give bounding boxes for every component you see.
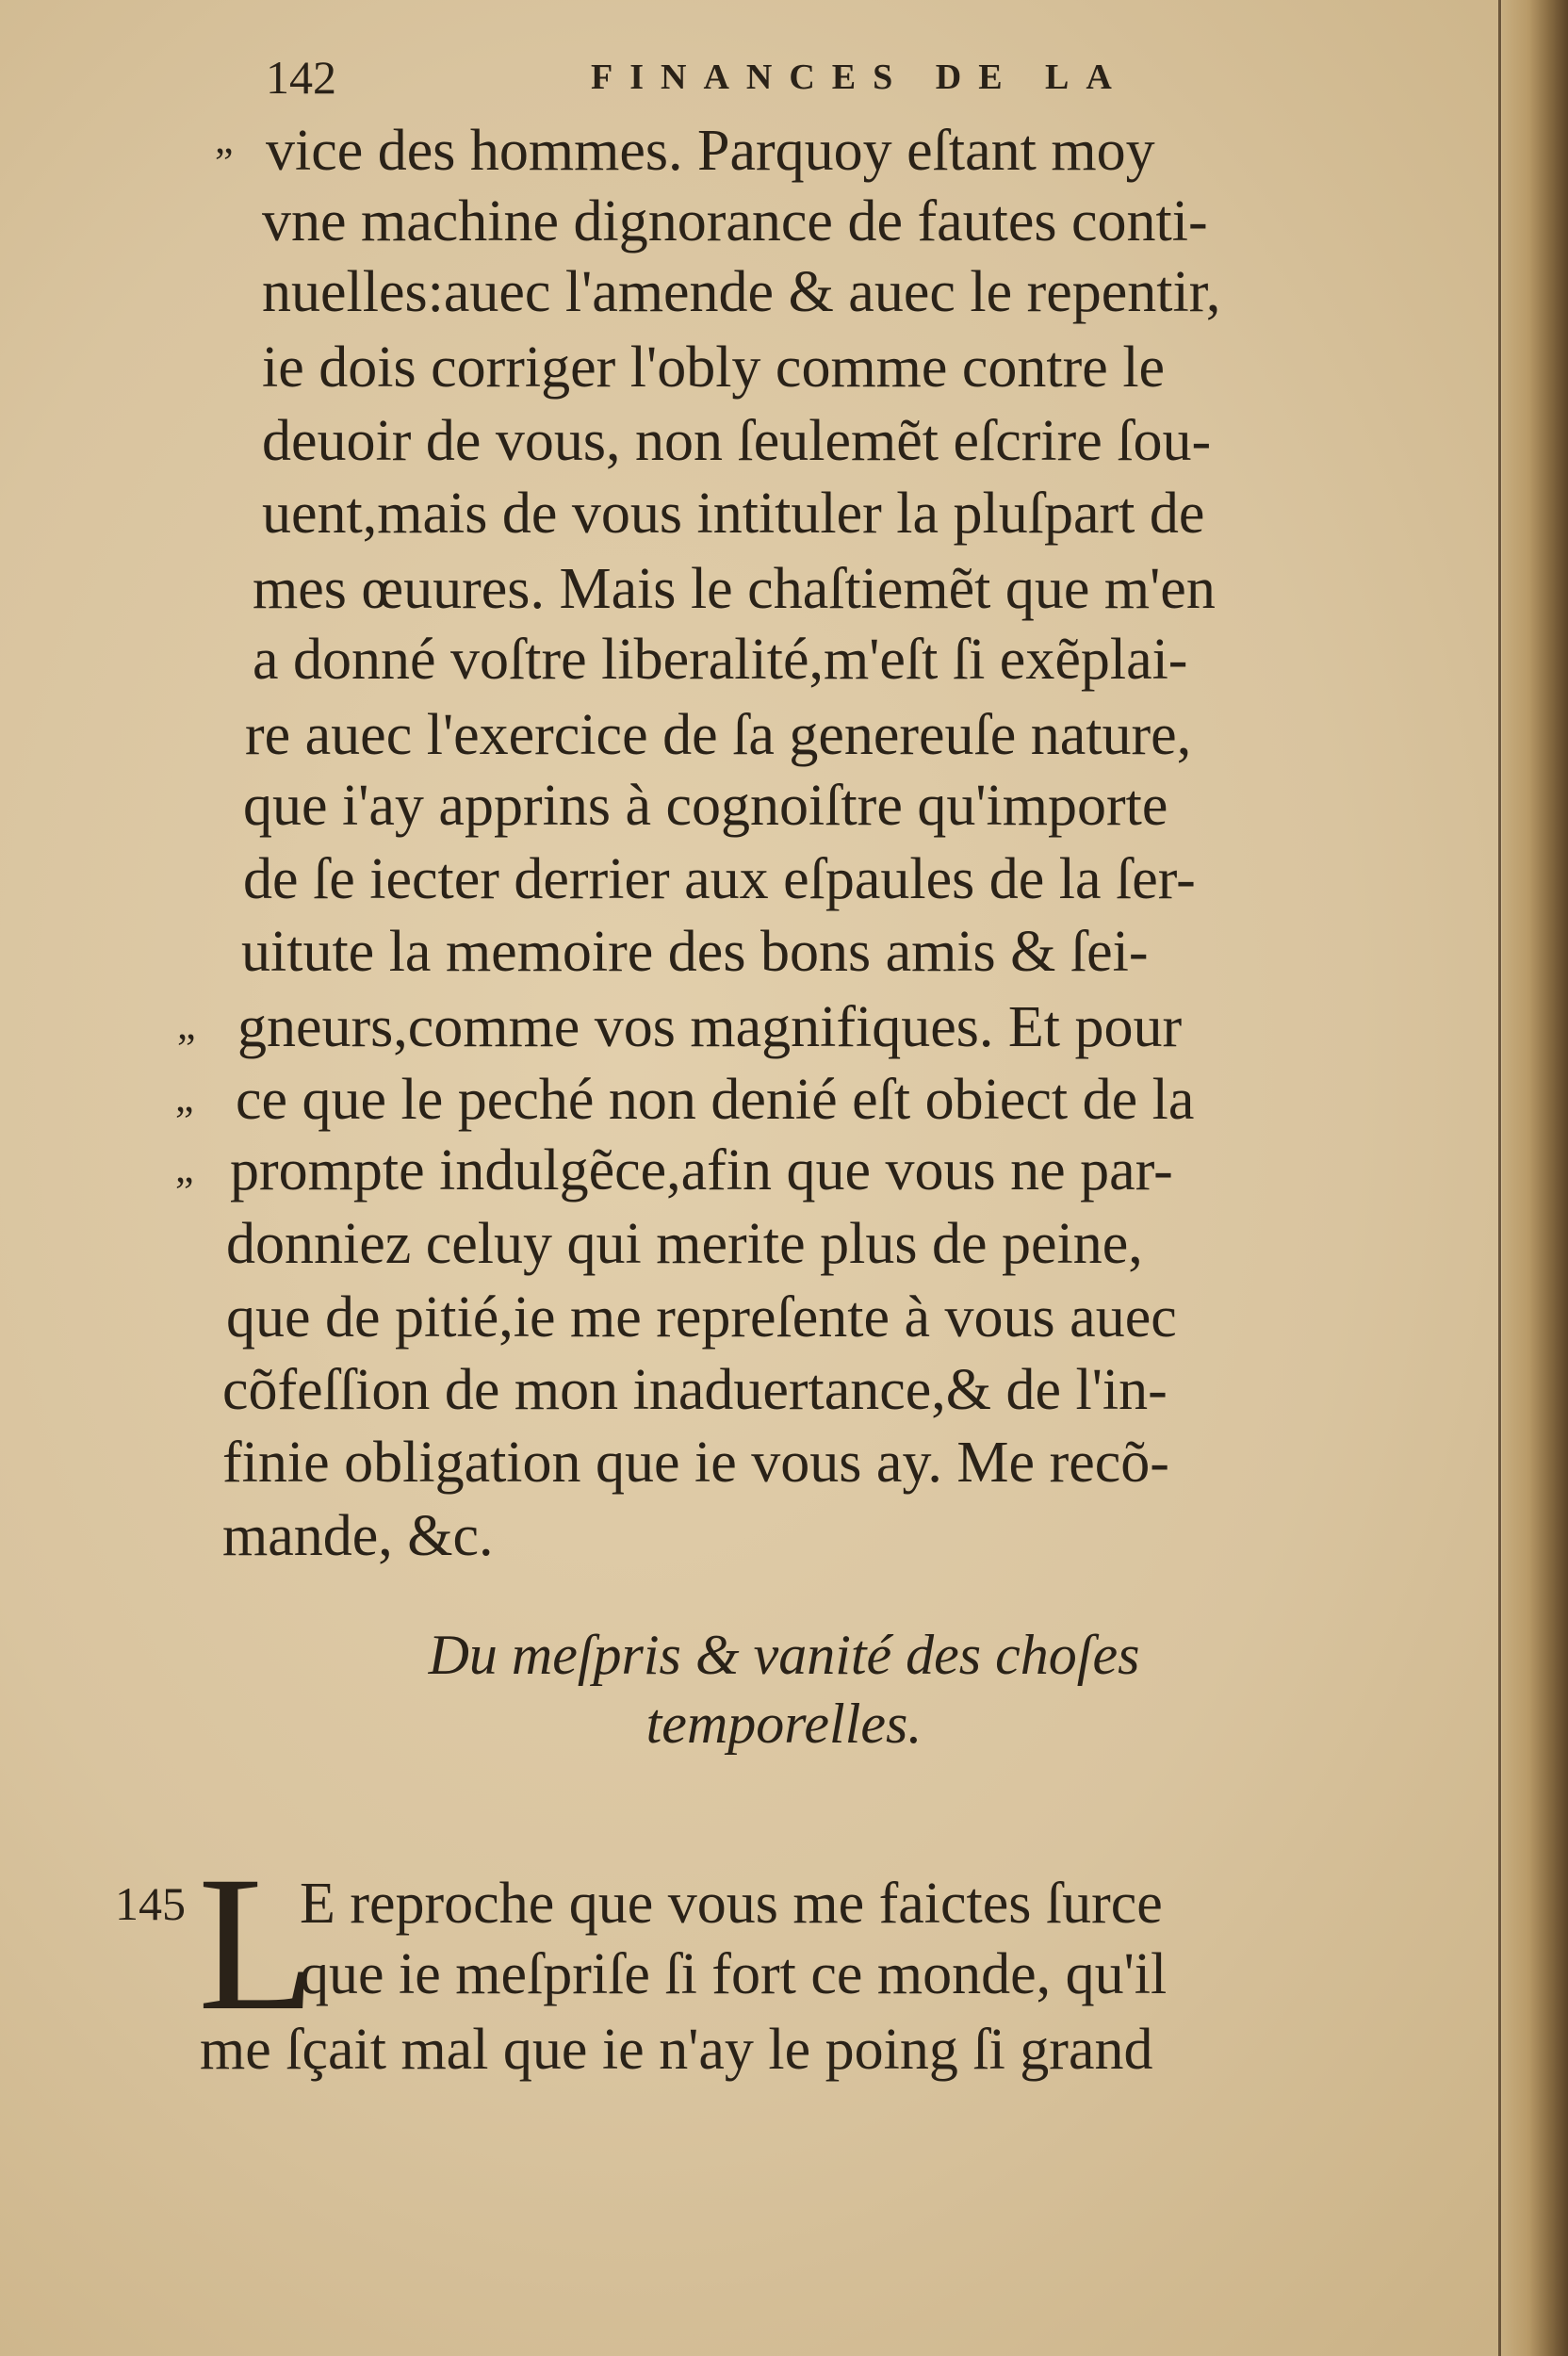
text-line: ie dois corriger l'obly comme contre le: [262, 335, 1166, 400]
text-line: re auec l'exercice de ſa genereuſe nature,: [245, 703, 1192, 767]
running-head: [266, 40, 1255, 115]
letter-number: 145: [115, 1877, 186, 1930]
text-line: mande, &c.: [222, 1504, 494, 1568]
text-line: nuelles:auec l'amende & auec le repentir,: [262, 260, 1221, 324]
binding-gutter: [1502, 0, 1568, 2356]
text-line: que ie meſpriſe ſi fort ce monde, qu'il: [300, 1942, 1168, 2006]
running-head-title: FINANCES DE LA: [591, 57, 1129, 97]
text-line: finie obligation que ie vous ay. Me recõ-: [222, 1431, 1169, 1495]
text-line: ce que le peché non denié eſt obiect de la: [236, 1068, 1195, 1132]
text-line: deuoir de vous, non ſeulemẽt eſcrire ſou-: [262, 409, 1212, 473]
quotation-mark: „: [175, 1145, 194, 1191]
text-line: mes œuures. Mais le chaſtiemẽt que m'en: [253, 557, 1216, 621]
text-line: que i'ay apprins à cognoiſtre qu'importe: [243, 774, 1168, 838]
text-line: me ſçait mal que ie n'ay le poing ſi grand: [200, 2018, 1153, 2082]
text-line: de ſe iecter derrier aux eſpaules de la ſer-: [243, 847, 1196, 911]
text-line: cõfeſſion de mon inaduertance,& de l'in-: [222, 1358, 1168, 1422]
text-line: que de pitié,ie me repreſente à vous auec: [226, 1285, 1177, 1350]
text-line: vne machine dignorance de fautes conti-: [262, 189, 1208, 254]
text-line: E reproche que vous me faictes ſurce: [300, 1872, 1163, 1936]
quotation-mark: „: [177, 1002, 196, 1048]
text-line: uent,mais de vous intituler la pluſpart de: [262, 482, 1205, 546]
text-line: a donné voſtre liberalité,m'eſt ſi exẽplai-: [253, 628, 1188, 692]
quotation-mark: „: [215, 116, 234, 162]
drop-cap: L: [198, 1837, 317, 2051]
section-heading: Du meſpris & vanité des choſes: [428, 1624, 1140, 1686]
page-number: 142: [266, 51, 336, 104]
quotation-mark: „: [175, 1074, 194, 1121]
text-line: donniez celuy qui merite plus de peine,: [226, 1212, 1143, 1276]
text-line: prompte indulgẽce,afin que vous ne par-: [230, 1138, 1173, 1203]
text-line: uitute la memoire des bons amis & ſei-: [241, 920, 1149, 984]
text-line: vice des hommes. Parquoy eſtant moy: [266, 119, 1155, 183]
binding-edge-line: [1498, 0, 1501, 2356]
text-line: gneurs,comme vos magnifiques. Et pour: [237, 995, 1183, 1059]
section-heading-continued: temporelles.: [645, 1693, 923, 1755]
